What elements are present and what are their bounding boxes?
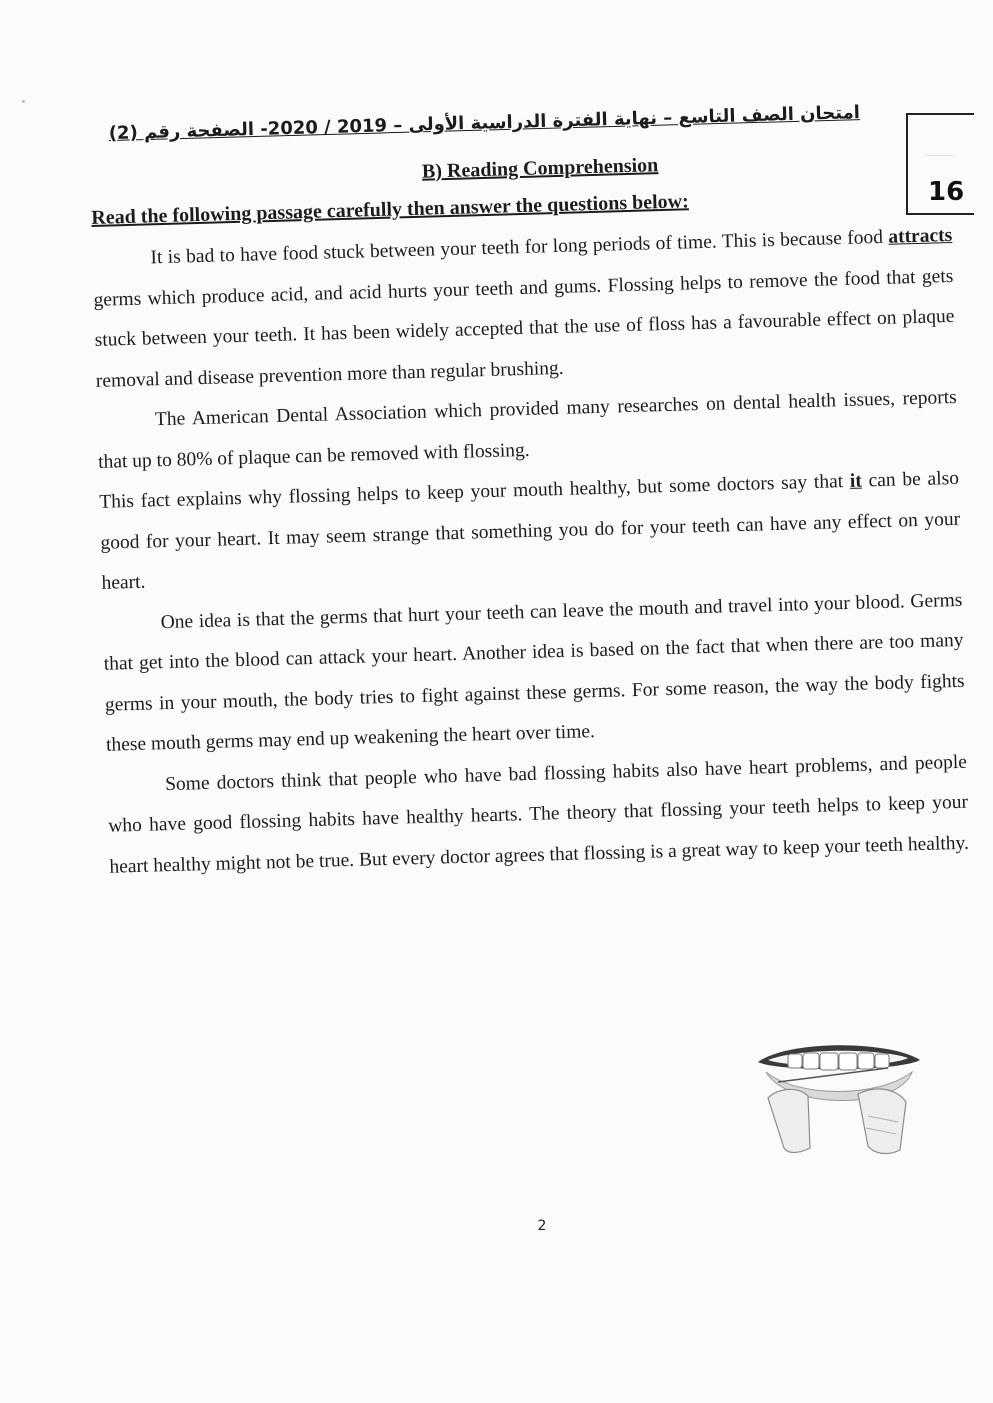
p3-text-before: This fact explains why flossing helps to keep your mouth healthy, but some doctors say that [98, 470, 851, 513]
passage-paragraph-5 [107, 742, 970, 887]
scan-speck [22, 100, 25, 103]
p3-text-after: can be also good for your heart. It may seem strange that something you do for your teeth can have any effect on your heart. [100, 467, 961, 594]
teeth-flossing-icon [748, 1038, 928, 1160]
keyword-it: it [849, 470, 863, 492]
p2-text: The American Dental Association which provided many researches on dental health issues, reports that up to 80% of plaque can be removed with flossing. [97, 386, 957, 473]
passage-paragraph-4 [102, 580, 966, 766]
page-number: 2 [537, 1218, 547, 1234]
passage-paragraph-1 [92, 216, 956, 402]
section-instruction: Read the following passage carefully then answer the questions below: [91, 190, 690, 229]
section-title: B) Reading Comprehension [421, 154, 659, 183]
passage-paragraph-3 [99, 459, 962, 604]
p4-text: One idea is that the germs that hurt your teeth can leave the mouth and travel into your blood. Germs that get into the blood can attack your heart. Another idea is based on the fact that when there are too many germs in your mouth, the body tries to fight against these germs. For some reason, the way the body fights these mouth germs may end up weakening the heart over time. [103, 589, 965, 756]
score-value: 16 [928, 177, 965, 207]
keyword-attracts: attracts [888, 224, 953, 248]
p1-text-before: It is bad to have food stuck between your teeth for long periods of time. This is because food [150, 226, 889, 269]
p1-text-after: germs which produce acid, and acid hurts your teeth and gums. Flossing helps to remove the food that gets stuck between your teeth. It has been widely accepted that the use of floss has a favourable effect on plaque removal and disease prevention more than regular brushing. [93, 265, 955, 392]
p5-text: Some doctors think that people who have bad flossing habits also have heart problems, and people who have good flossing habits have healthy hearts. The theory that flossing your teeth helps to keep your heart healthy might not be true. But every doctor agrees that flossing is a great way to keep your teeth healthy. [108, 751, 970, 878]
reading-section [90, 146, 970, 888]
exam-header [108, 102, 861, 145]
exam-header-text: امتحان الصف التاسع – نهاية الفترة الدراسية الأولى – 2019 / 2020- الصفحة رقم (2) [108, 102, 861, 145]
